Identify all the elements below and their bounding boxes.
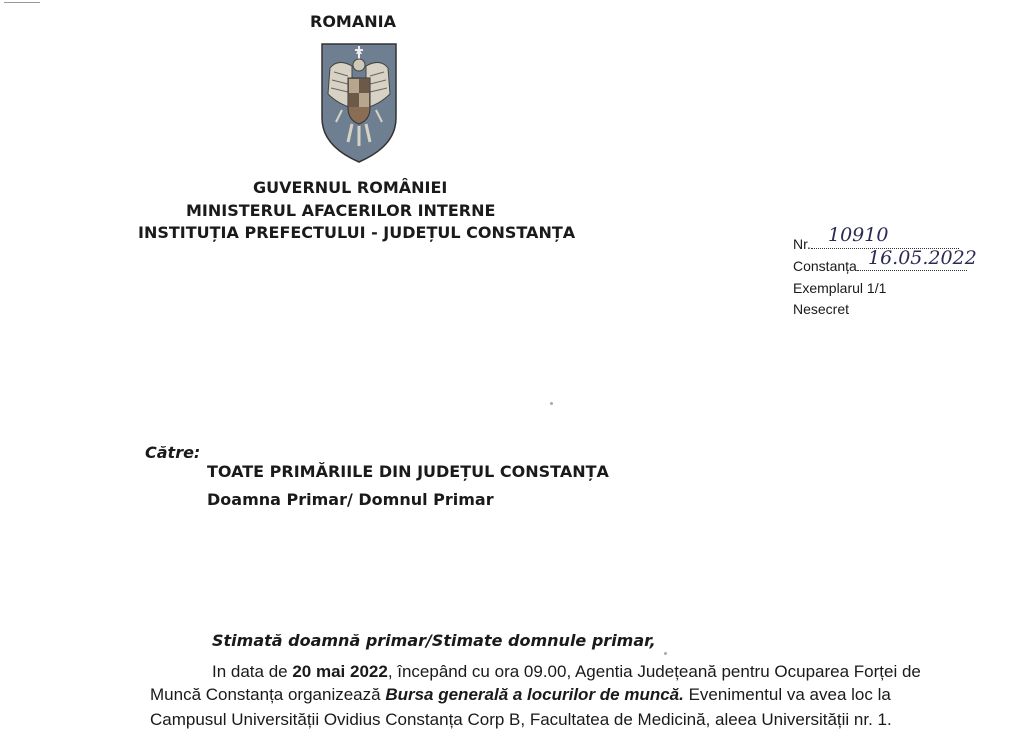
scan-speck xyxy=(664,652,667,655)
text: Evenimentul va avea loc la xyxy=(683,685,891,704)
country-title: ROMANIA xyxy=(310,12,396,31)
copy-number: Exemplarul 1/1 xyxy=(793,280,887,296)
gov-line-3: INSTITUȚIA PREFECTULUI - JUDEȚUL CONSTANȚA xyxy=(138,223,576,242)
event-name: Bursa generală a locurilor de muncă. xyxy=(385,685,684,704)
to-label: Către: xyxy=(145,443,201,462)
classification: Nesecret xyxy=(793,301,850,317)
scan-speck xyxy=(550,402,553,405)
paragraph-line-3: Campusul Universității Ovidius Constanța Corp B, Facultatea de Medicină, aleea Universității nr. 1. xyxy=(150,710,892,729)
reference-number-handwritten: 10910 xyxy=(828,224,889,246)
salutation: Stimată doamnă primar/Stimate domnule primar, xyxy=(212,631,656,650)
reference-place-label: Constanța xyxy=(793,258,857,274)
recipient-line-1: TOATE PRIMĂRIILE DIN JUDEȚUL CONSTANȚA xyxy=(207,462,609,481)
gov-line-1: GUVERNUL ROMÂNIEI xyxy=(253,178,448,197)
event-date: 20 mai 2022 xyxy=(292,662,388,681)
paragraph-line-2 xyxy=(150,685,1010,705)
paragraph-line-1 xyxy=(212,662,1017,682)
reference-date-handwritten: 16.05.2022 xyxy=(868,247,977,269)
coat-of-arms-icon xyxy=(318,38,400,164)
scan-edge-line xyxy=(4,2,40,3)
text: , începând cu ora 09.00, Agentia Județeană pentru Ocuparea Forței de xyxy=(387,662,921,681)
gov-line-2: MINISTERUL AFACERILOR INTERNE xyxy=(186,201,496,220)
text: Muncă Constanța organizează xyxy=(150,685,386,704)
reference-number-label: Nr. xyxy=(793,236,811,252)
text: In data de xyxy=(212,662,293,681)
recipient-line-2: Doamna Primar/ Domnul Primar xyxy=(207,490,494,509)
